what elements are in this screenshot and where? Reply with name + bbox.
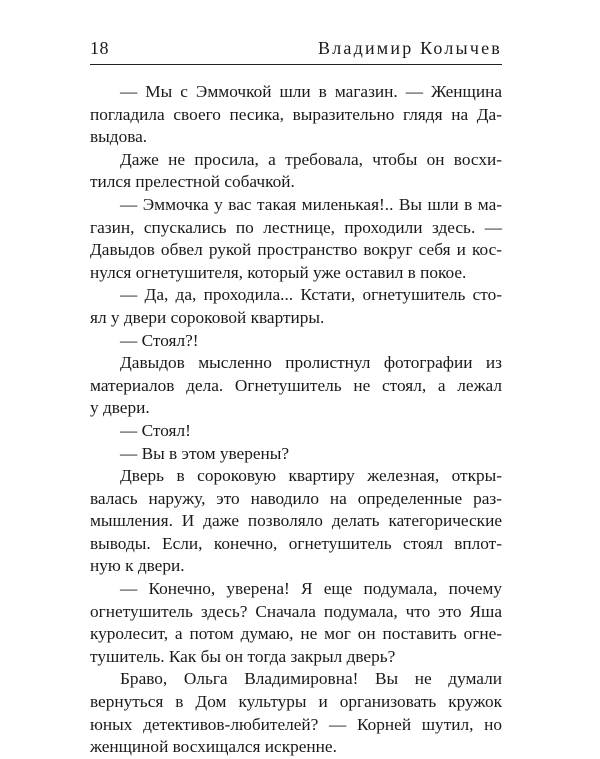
text-line: — Стоял?! xyxy=(120,330,199,350)
text-line: огнетушитель здесь? Сначала подумала, что это Яша xyxy=(90,601,502,621)
running-head-author: Владимир Колычев xyxy=(318,38,502,58)
text-line: мышления. И даже позволяло делать категорические xyxy=(90,511,502,531)
text-line: — Стоял! xyxy=(120,420,191,440)
text-line: вернуться в Дом культуры и организовать кружок xyxy=(90,692,502,712)
text-line: Браво, Ольга Владимировна! Вы не думали xyxy=(120,669,502,689)
text-line: — Конечно, уверена! Я еще подумала, почему xyxy=(120,579,502,599)
text-line: тушитель. Как бы он тогда закрыл дверь? xyxy=(90,646,396,666)
text-line: нулся огнетушителя, который уже оставил в покое. xyxy=(90,262,467,282)
text-line: — Мы с Эммочкой шли в магазин. — Женщина xyxy=(120,82,502,101)
page-header xyxy=(90,38,502,62)
header-rule xyxy=(90,64,502,65)
text-line: выводы. Если, конечно, огнетушитель стоял вплот- xyxy=(90,533,502,553)
text-line: Давыдов обвел рукой пространство вокруг себя и кос- xyxy=(90,240,502,260)
text-line: у двери. xyxy=(90,398,150,418)
text-line: материалов дела. Огнетушитель не стоял, а лежал xyxy=(90,375,502,395)
text-line: ял у двери сороковой квартиры. xyxy=(90,307,325,327)
text-line: ную к двери. xyxy=(90,556,185,576)
text-line: юных детективов-любителей? — Корней шутил, но xyxy=(90,714,502,734)
text-line: выдова. xyxy=(90,127,148,147)
text-line: Давыдов мысленно пролистнул фотографии из xyxy=(120,353,502,373)
text-line: тился прелестной собачкой. xyxy=(90,172,295,192)
text-line: Дверь в сороковую квартиру железная, откры- xyxy=(120,466,502,486)
text-line: — Вы в этом уверены? xyxy=(120,443,290,463)
text-line: погладила своего песика, выразительно глядя на Да- xyxy=(90,104,502,124)
page-number: 18 xyxy=(90,38,109,58)
text-line: Даже не просила, а требовала, чтобы он восхи- xyxy=(120,149,502,169)
text-line: женщиной восхищался искренне. xyxy=(90,737,337,757)
text-line: куролесит, а потом думаю, не мог он поставить огне- xyxy=(90,624,502,644)
body-text xyxy=(90,81,502,759)
text-line: — Да, да, проходила... Кстати, огнетушитель сто- xyxy=(120,285,502,305)
text-line: — Эммочка у вас такая миленькая!.. Вы шли в ма- xyxy=(120,194,502,214)
text-line: валась наружу, это наводило на определенные раз- xyxy=(90,488,502,508)
text-line: газин, спускались по лестнице, проходили здесь. — xyxy=(90,217,502,237)
